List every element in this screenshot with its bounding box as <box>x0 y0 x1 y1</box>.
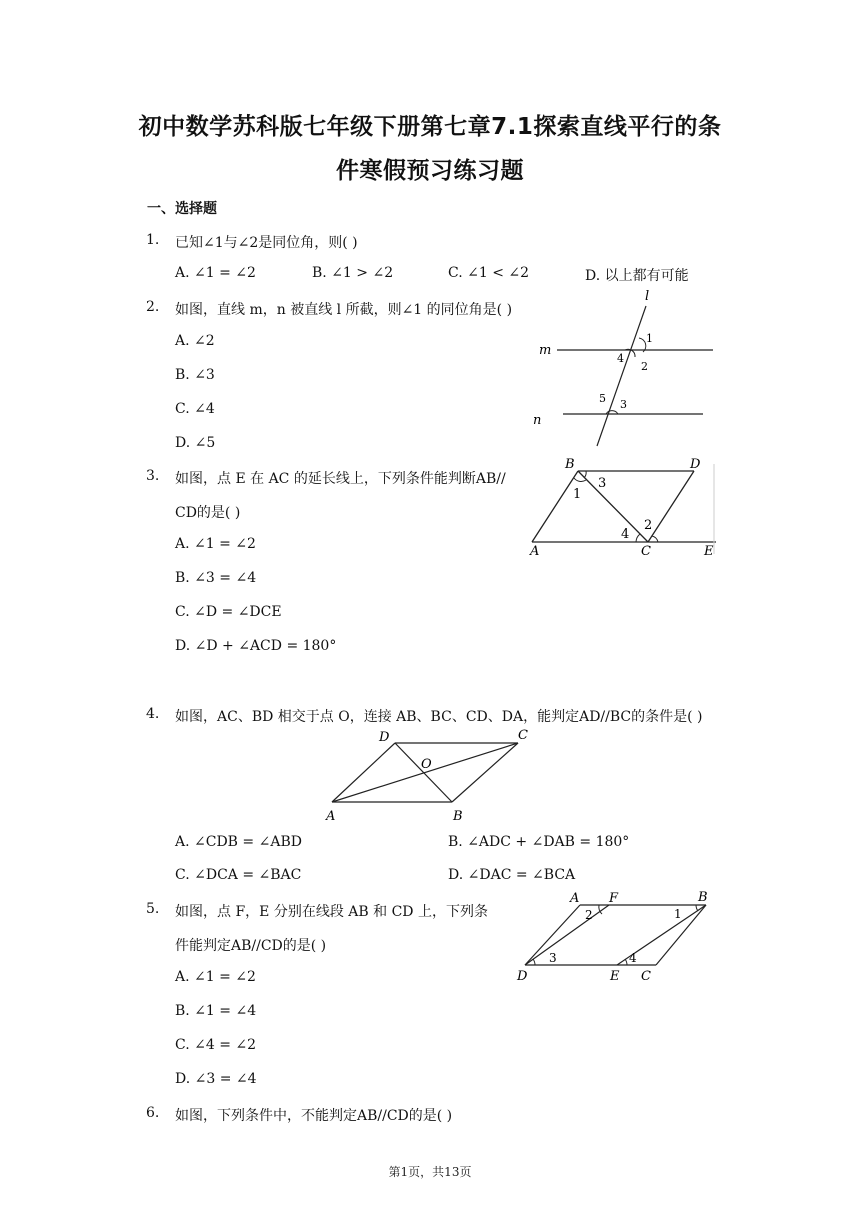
figure-quadrilateral-diagonals <box>320 726 540 826</box>
option-b: B. ∠ADC + ∠DAB = 180° <box>448 834 630 850</box>
figure-label: B <box>698 890 708 905</box>
figure-label: C <box>641 544 651 559</box>
option-c: C. ∠4 = ∠2 <box>175 1037 257 1053</box>
figure-label: D <box>517 969 528 984</box>
figure-label: 3 <box>620 398 627 411</box>
figure-label: D <box>690 457 701 472</box>
figure-label: A <box>530 544 540 559</box>
option-d: D. ∠3 = ∠4 <box>175 1071 257 1087</box>
option-a: A. ∠2 <box>175 333 215 349</box>
figure-label: l <box>645 289 650 304</box>
figure-label: 2 <box>585 908 593 922</box>
option-c: C. ∠D = ∠DCE <box>175 604 282 620</box>
option-c: C. ∠4 <box>175 401 215 417</box>
figure-label: 5 <box>599 392 606 405</box>
option-a: A. ∠1 = ∠2 <box>175 969 256 985</box>
question-text: 如图，AC、BD 相交于点 O，连接 AB、BC、CD、DA，能判定AD//BC的条件是( ) <box>175 709 703 725</box>
figure-label: E <box>704 544 714 559</box>
figure-label: 2 <box>641 360 648 373</box>
figure-label: m <box>539 343 552 358</box>
figure-parallelogram-abcd-e <box>528 456 723 561</box>
option-d: D. ∠5 <box>175 435 216 451</box>
figure-label: 1 <box>646 332 653 345</box>
figure-label: 4 <box>621 527 630 542</box>
page-title-line-1: 初中数学苏科版七年级下册第七章7.1探索直线平行的条 <box>138 114 722 140</box>
question-text: 件能判定AB//CD的是( ) <box>175 938 327 954</box>
figure-label: C <box>641 969 651 984</box>
option-a: A. ∠1 = ∠2 <box>175 265 256 281</box>
figure-label: E <box>610 969 620 984</box>
option-b: B. ∠1 = ∠4 <box>175 1003 257 1019</box>
figure-label: B <box>565 457 575 472</box>
figure-label: F <box>609 891 619 906</box>
option-b: B. ∠3 <box>175 367 215 383</box>
figure-label: 2 <box>644 518 653 533</box>
question-number: 5. <box>146 901 160 917</box>
page-footer: 第1页，共13页 <box>388 1165 472 1179</box>
question-text: 如图，下列条件中，不能判定AB//CD的是( ) <box>175 1108 453 1124</box>
question-text: CD的是( ) <box>175 505 241 521</box>
option-a: A. ∠1 = ∠2 <box>175 536 256 552</box>
figure-label: C <box>518 728 528 743</box>
figure-label: 4 <box>617 352 624 365</box>
option-d: D. 以上都有可能 <box>585 268 689 284</box>
figure-label: A <box>570 891 580 906</box>
option-d: D. ∠D + ∠ACD = 180° <box>175 638 337 654</box>
figure-label: 1 <box>573 487 582 502</box>
option-c: C. ∠DCA = ∠BAC <box>175 867 302 883</box>
figure-parallelogram-afbced <box>512 888 712 988</box>
page-title-line-2: 件寒假预习练习题 <box>336 158 524 184</box>
question-text: 如图，点 F，E 分别在线段 AB 和 CD 上，下列条 <box>175 904 488 920</box>
option-d: D. ∠DAC = ∠BCA <box>448 867 576 883</box>
figure-parallel-lines-transversal <box>525 290 725 450</box>
option-b: B. ∠1 > ∠2 <box>312 265 394 281</box>
figure-label: 1 <box>674 907 682 921</box>
section-heading: 一、选择题 <box>147 201 217 217</box>
figure-label: O <box>421 757 432 772</box>
question-number: 2. <box>146 299 160 315</box>
option-b: B. ∠3 = ∠4 <box>175 570 257 586</box>
option-a: A. ∠CDB = ∠ABD <box>175 834 302 850</box>
figure-label: n <box>533 413 542 428</box>
figure-label: B <box>453 809 463 824</box>
question-number: 3. <box>146 468 160 484</box>
figure-label: 4 <box>629 951 637 965</box>
question-text: 如图，直线 m，n 被直线 l 所截，则∠1 的同位角是( ) <box>175 302 513 318</box>
question-text: 已知∠1与∠2是同位角，则( ) <box>175 235 358 251</box>
question-number: 4. <box>146 706 160 722</box>
question-number: 1. <box>146 232 160 248</box>
figure-label: D <box>379 730 390 745</box>
question-text: 如图，点 E 在 AC 的延长线上，下列条件能判断AB// <box>175 471 506 487</box>
option-c: C. ∠1 < ∠2 <box>448 265 530 281</box>
figure-label: 3 <box>549 951 557 965</box>
figure-label: A <box>326 809 336 824</box>
figure-label: 3 <box>598 476 607 491</box>
question-number: 6. <box>146 1105 160 1121</box>
